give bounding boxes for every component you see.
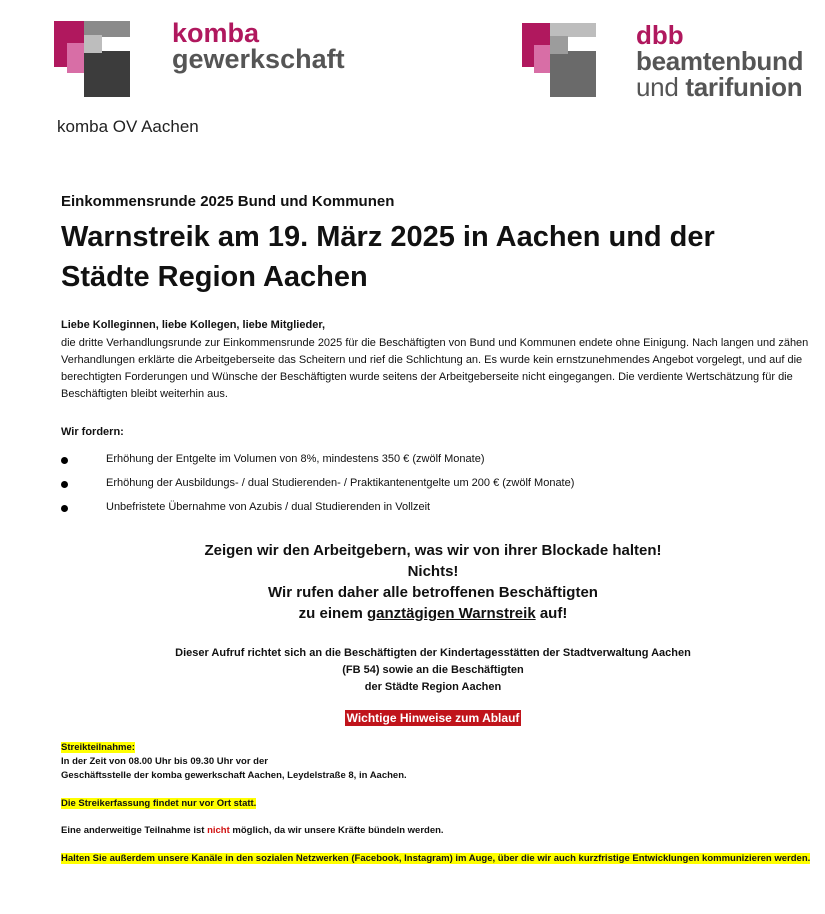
komba-logo-mark — [54, 21, 132, 97]
org-name: komba OV Aachen — [57, 117, 199, 136]
salutation: Liebe Kolleginnen, liebe Kollegen, liebe Mitglieder, — [61, 319, 326, 331]
dbb-logo-wordmark: dbb beamtenbund und tarifunion — [636, 20, 804, 102]
kicker: Einkommensrunde 2025 Bund und Kommunen — [61, 193, 395, 210]
intro-paragraph: die dritte Verhandlungsrunde zur Einkommensrunde 2025 für die Beschäftigten von Bund und Kommunen endete ohne Einigung. Nach langen und zähen Verhandlungen erklärte die Arbeitgeberseite das Scheitern und rief die Schlichtung an. Es wurde kein ernstzunehmendes Angebot vorgelegt, und auf die berechtigten Forderungen und Wünsche der Beschäftigten wurde seitens der Arbeitgeberseite nicht eingegangen. Die verdiente Wertschätzung für die Beschäftigten bleibt weiterhin aus. — [61, 337, 809, 400]
audience-note: Dieser Aufruf richtet sich an die Beschäftigten der Kindertagesstätten der Stadtverwaltung Aachen (FB 54) sowie an die Beschäftigten der Städte Region Aachen — [175, 647, 691, 693]
demands-title: Wir fordern: — [61, 426, 124, 438]
dbb-logo-mark — [522, 23, 596, 97]
registration-note: Die Streikerfassung findet nur vor Ort statt. — [61, 798, 257, 809]
komba-logo-wordmark: komba gewerkschaft — [172, 18, 345, 74]
notice-banner: Wichtige Hinweise zum Ablauf — [346, 711, 520, 725]
social-note: Halten Sie außerdem unsere Kanäle in den sozialen Netzwerken (Facebook, Instagram) im Auge, über die wir auch kurzfristige Entwicklungen kommunizieren werden. — [61, 853, 811, 864]
strike-call: Zeigen wir den Arbeitgebern, was wir von ihrer Blockade halten! Nichts! Wir rufen daher alle betroffenen Beschäftigten zu einem ganztägigen Warnstreik auf! — [204, 542, 662, 622]
participation-block: Streikteilnahme: In der Zeit von 08.00 Uhr bis 09.30 Uhr vor der Geschäftsstelle der komba gewerkschaft Aachen, Leydelstraße 8, in Aachen. — [61, 742, 407, 781]
page-title: Warnstreik am 19. März 2025 in Aachen und der Städte Region Aachen — [61, 221, 715, 293]
bullet-icon — [61, 481, 68, 488]
bullet-icon — [61, 505, 68, 512]
bullet-icon — [61, 457, 68, 464]
other-participation-note: Eine anderweitige Teilnahme ist nicht möglich, da wir unsere Kräfte bündeln werden. — [61, 825, 444, 836]
